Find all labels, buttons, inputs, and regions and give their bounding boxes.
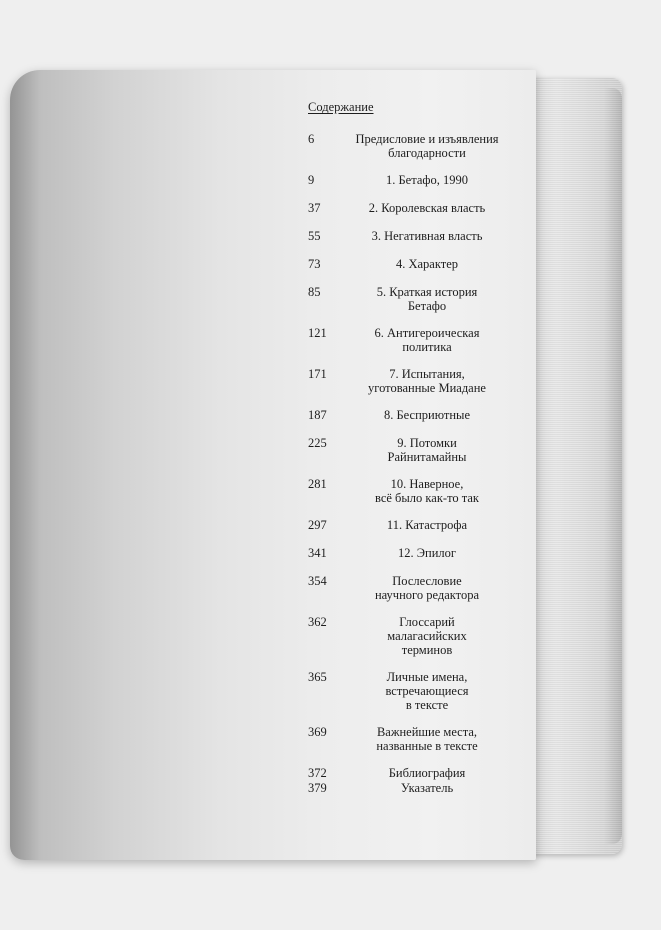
toc-entry-title: Личные имена, встречающиеся в тексте <box>385 670 469 712</box>
toc-entry-title: Предисловие и изъявления благодарности <box>355 132 499 160</box>
toc-page-number: 55 <box>308 229 321 243</box>
toc-page-number: 6 <box>308 132 315 146</box>
toc-entry-title: 10. Наверное, всё было как-то так <box>375 477 479 505</box>
book-page <box>10 70 536 860</box>
toc-entry-title: Послесловие научного редактора <box>374 574 480 602</box>
toc-page-number: 372 <box>308 766 327 780</box>
toc-page-number: 85 <box>308 285 321 299</box>
toc-entry-title: 6. Антигероическая политика <box>374 326 480 354</box>
toc-page-number: 362 <box>308 615 327 629</box>
toc-entry-title: 1. Бетафо, 1990 <box>386 173 468 187</box>
toc-page-number: 121 <box>308 326 327 340</box>
toc-page-number: 369 <box>308 725 327 739</box>
toc-page-number: 297 <box>308 518 327 532</box>
toc-entry-title: Библиография <box>388 766 466 780</box>
toc-page-number: 171 <box>308 367 327 381</box>
toc-entry-title: 4. Характер <box>395 257 459 271</box>
toc-entry-title: Указатель <box>400 781 454 795</box>
toc-page-number: 225 <box>308 436 327 450</box>
toc-entry-title: 12. Эпилог <box>398 546 456 560</box>
toc-entry-title: 9. Потомки Райнитамайны <box>387 436 467 464</box>
toc-page-number: 281 <box>308 477 327 491</box>
toc-entry-title: 3. Негативная власть <box>371 229 483 243</box>
toc-entry-title: 5. Краткая история Бетафо <box>376 285 478 313</box>
toc-entry-title: 2. Королевская власть <box>368 201 486 215</box>
toc-entry-title: 8. Бесприютные <box>384 408 470 422</box>
toc-entry-title: Важнейшие места, названные в тексте <box>376 725 478 753</box>
toc-page-number: 365 <box>308 670 327 684</box>
toc-page-number: 9 <box>308 173 315 187</box>
toc-entry-title: 7. Испытания, уготованные Миадане <box>368 367 486 395</box>
toc-page-number: 379 <box>308 781 327 795</box>
toc-page-number: 187 <box>308 408 327 422</box>
toc-page-number: 73 <box>308 257 321 271</box>
toc-entry-title: 11. Катастрофа <box>386 518 468 532</box>
toc-page-number: 37 <box>308 201 321 215</box>
toc-page-number: 341 <box>308 546 327 560</box>
toc-heading: Содержание <box>308 100 374 114</box>
page-edges <box>528 78 622 854</box>
toc-page-number: 354 <box>308 574 327 588</box>
toc-entry-title: Глоссарий малагасийских терминов <box>387 615 467 657</box>
